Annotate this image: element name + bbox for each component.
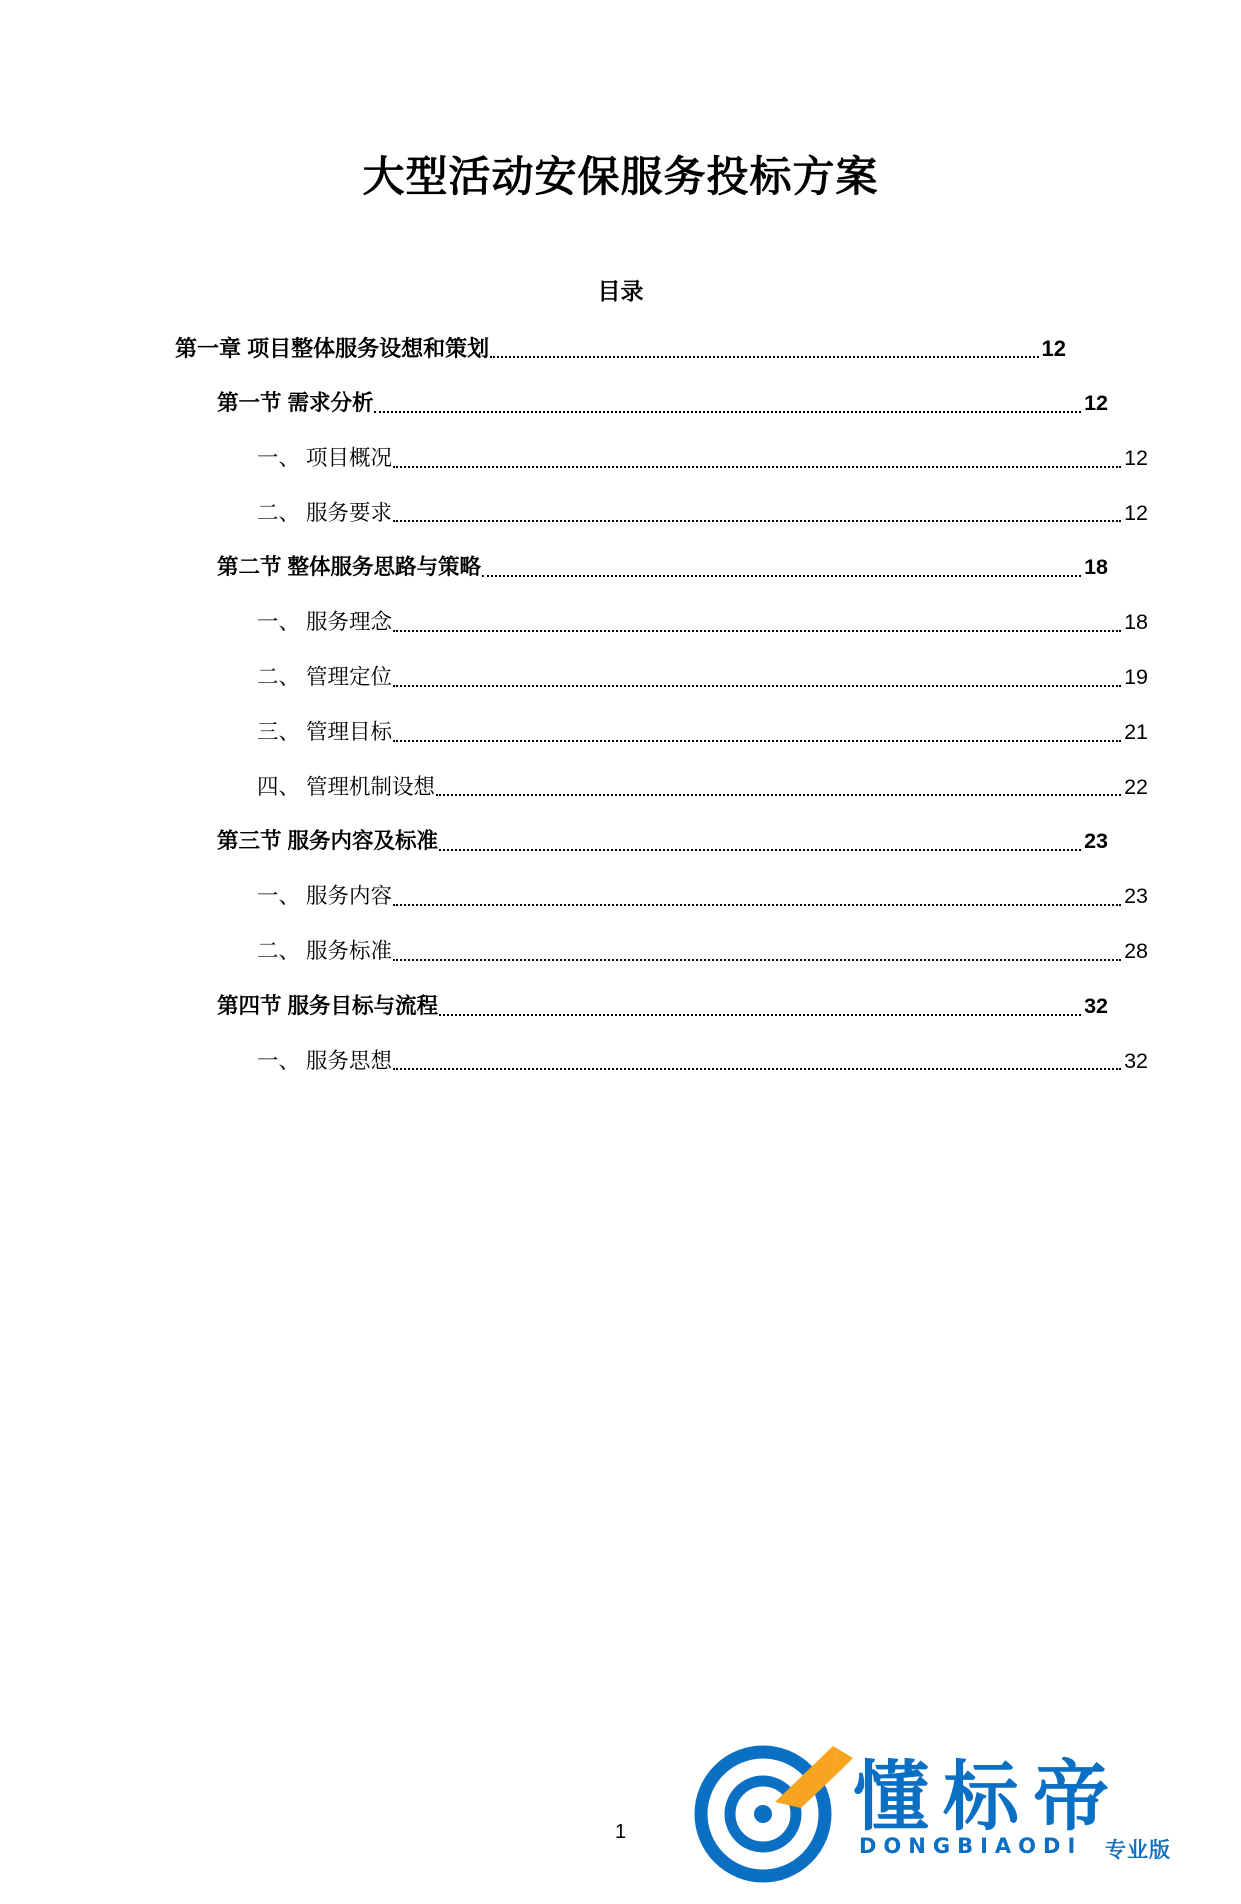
toc-entry[interactable]	[257, 665, 1148, 691]
toc-entry-label: 二、 服务要求	[257, 500, 392, 525]
toc-entry[interactable]	[175, 336, 1066, 362]
toc-leader-dots	[374, 410, 1081, 413]
toc-entry-page: 32	[1084, 993, 1108, 1018]
document-page	[0, 150, 1241, 1904]
toc-entry-page: 21	[1124, 719, 1148, 744]
toc-entry-label: 第一节 需求分析	[217, 390, 374, 415]
watermark-brand: 懂标帝	[853, 1752, 1123, 1841]
toc-entry-page: 12	[1041, 335, 1066, 361]
toc-entry-label: 第一章 项目整体服务设想和策划	[175, 335, 490, 361]
toc-entry-label: 第二节 整体服务思路与策略	[217, 555, 481, 580]
toc-entry[interactable]	[257, 446, 1148, 472]
watermark	[673, 1714, 1233, 1904]
toc-entry-label: 一、 服务内容	[257, 884, 392, 909]
table-of-contents	[175, 335, 1148, 1075]
toc-entry-label: 四、 管理机制设想	[257, 774, 435, 799]
page-number-footer: 1	[614, 1821, 627, 1843]
toc-entry-label: 第四节 服务目标与流程	[217, 993, 438, 1018]
toc-entry[interactable]	[257, 610, 1148, 636]
toc-entry-label: 二、 管理定位	[257, 664, 392, 689]
toc-entry-label: 一、 项目概况	[257, 445, 392, 470]
toc-entry[interactable]	[257, 775, 1148, 801]
toc-entry-page: 12	[1084, 390, 1108, 415]
toc-leader-dots	[393, 465, 1121, 468]
toc-entry-page: 22	[1124, 774, 1148, 799]
toc-entry[interactable]	[257, 720, 1148, 746]
toc-leader-dots	[393, 629, 1121, 632]
toc-entry[interactable]	[217, 994, 1108, 1020]
toc-entry-page: 12	[1124, 445, 1148, 470]
toc-entry-label: 第三节 服务内容及标准	[217, 829, 438, 854]
toc-entry[interactable]	[217, 391, 1108, 417]
toc-entry-page: 18	[1124, 610, 1148, 635]
toc-leader-dots	[393, 958, 1121, 961]
watermark-pinyin: DONGBIAODI	[859, 1834, 1083, 1858]
toc-entry[interactable]	[217, 829, 1108, 855]
toc-entry-label: 一、 服务理念	[257, 610, 392, 635]
toc-entry[interactable]	[217, 555, 1108, 581]
watermark-suffix: 专业版	[1105, 1839, 1171, 1862]
document-title: 大型活动安保服务投标方案	[362, 153, 879, 200]
toc-entry[interactable]	[257, 939, 1148, 965]
toc-entry[interactable]	[257, 1049, 1148, 1075]
toc-entry-page: 23	[1124, 884, 1148, 909]
toc-entry-label: 一、 服务思想	[257, 1048, 392, 1073]
toc-leader-dots	[393, 903, 1121, 906]
toc-leader-dots	[439, 1013, 1081, 1016]
toc-entry-page: 23	[1084, 829, 1108, 854]
toc-heading: 目录	[597, 277, 644, 304]
toc-leader-dots	[393, 1067, 1121, 1070]
toc-leader-dots	[490, 355, 1038, 358]
toc-entry-page: 12	[1124, 500, 1148, 525]
toc-leader-dots	[393, 519, 1121, 522]
toc-entry[interactable]	[257, 884, 1148, 910]
toc-entry-page: 28	[1124, 938, 1148, 963]
watermark-logo-icon	[683, 1732, 858, 1897]
toc-leader-dots	[393, 684, 1121, 687]
toc-entry-label: 三、 管理目标	[257, 719, 392, 744]
toc-entry[interactable]	[257, 501, 1148, 527]
toc-leader-dots	[482, 574, 1081, 577]
toc-entry-label: 二、 服务标准	[257, 938, 392, 963]
toc-leader-dots	[393, 739, 1121, 742]
toc-entry-page: 19	[1124, 664, 1148, 689]
toc-entry-page: 18	[1084, 555, 1108, 580]
toc-entry-page: 32	[1124, 1048, 1148, 1073]
toc-leader-dots	[436, 793, 1121, 796]
toc-leader-dots	[439, 848, 1081, 851]
